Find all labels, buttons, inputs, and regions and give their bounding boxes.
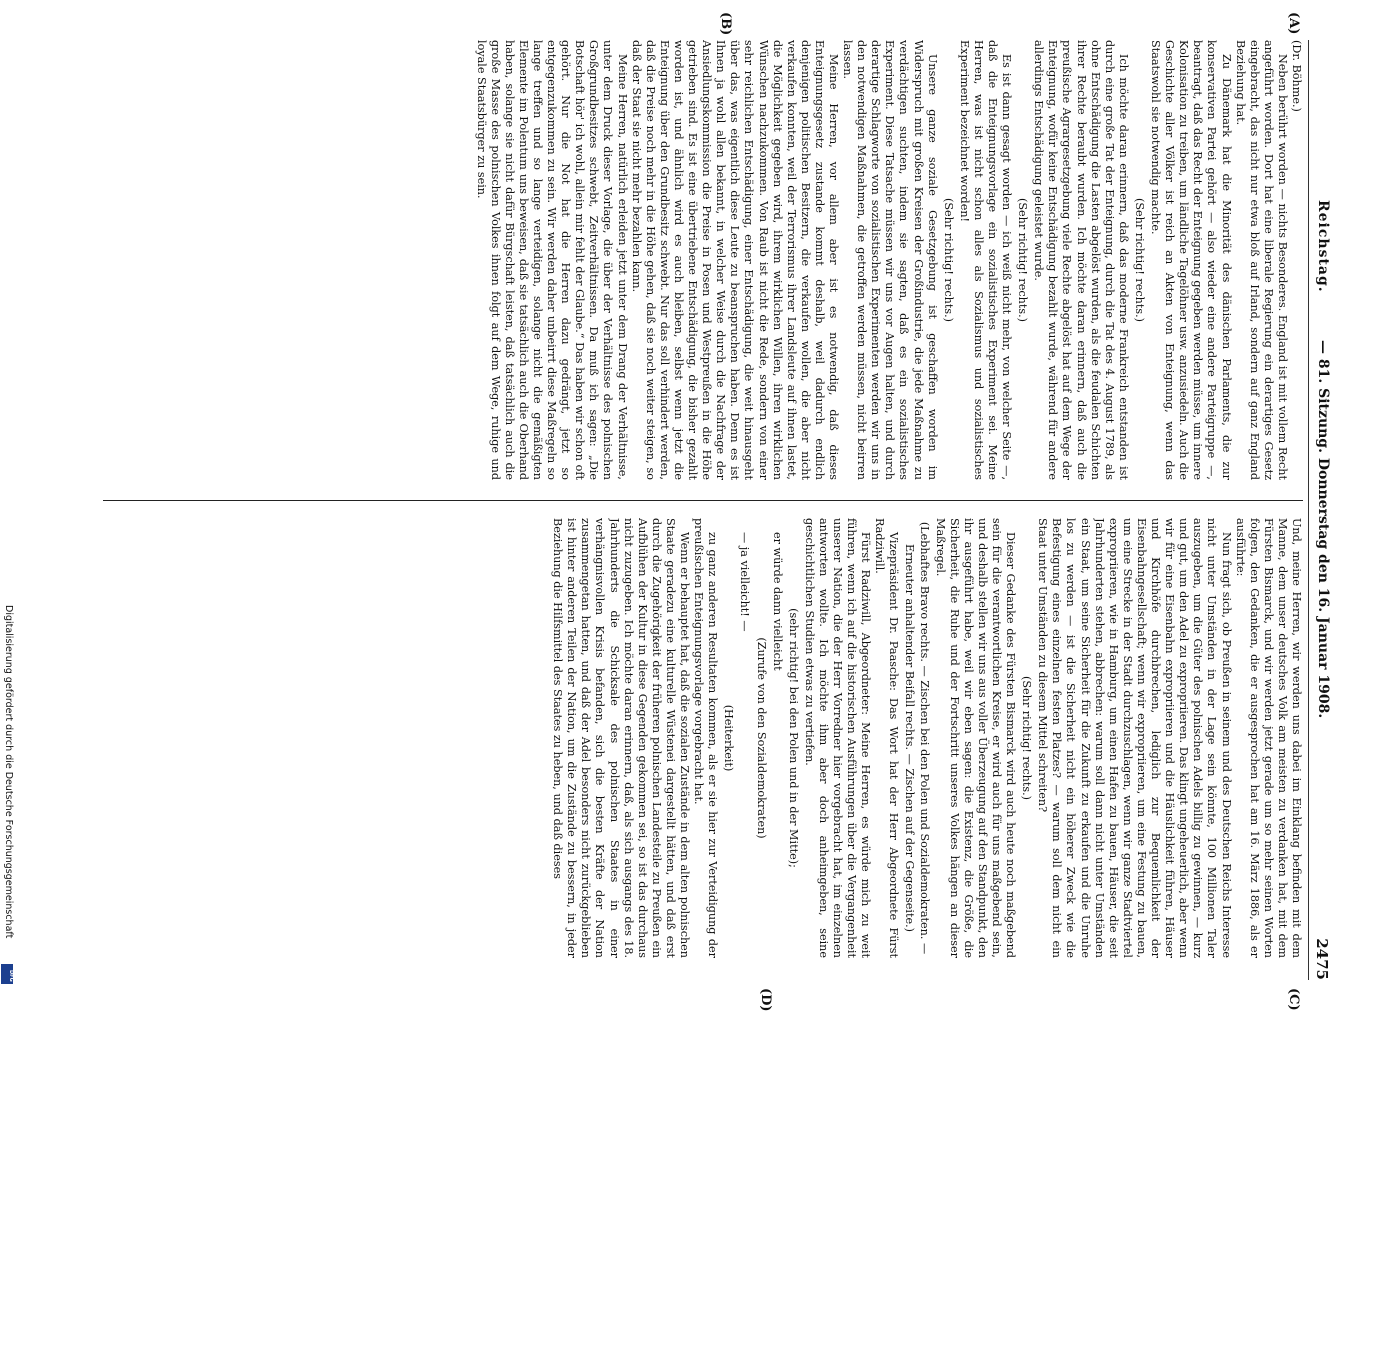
paragraph: Unsere ganze soziale Gesetzgebung ist geschaffen worden im Widerspruch mit großen Kreisen der Großindustrie, die jede Maßnahme zu verdächtigen suchten, indem sie sagten, daß es ein sozialistisches Experiment. Diese Tatsache müssen wir uns vor Augen halten, und durch derartige Schlagworte von sozialistischen Experimenten werden wir uns in den notwendigen Maßnahmen, die getroffen werden müssen, nicht beirren lassen. — [841, 40, 939, 480]
paragraph: (Sehr richtig! rechts.) — [941, 197, 955, 323]
paragraph: Es ist dann gesagt worden — ich weiß nicht mehr, von welcher Seite —, daß die Enteignungsvorlage ein sozialistisches Experiment sei. Meine Herren, was ist nicht schon alles als Sozialismus und sozialistisches Experiment bezeichnet worden! — [957, 40, 1014, 480]
paragraph: Dieser Gedanke des Fürsten Bismarck wird auch heute noch maßgebend sein für die verantwortlichen Kreise, er wird auch für uns maßgebend sein, und deshalb stellen wir uns aus voller Überzeugung auf den Standpunkt, den ihr ausgeführt habe, weil wir eben sagen: die Existenz, die Größe, die Sicherheit, die Ruhe und der Fortschritt unseres Volkes hängen an dieser Maßregel. — [933, 518, 1018, 958]
column-divider — [103, 500, 1303, 501]
paragraph: (Heiterkeit) — [722, 704, 736, 772]
paragraph: Und, meine Herren, wir werden uns dabei im Einklang befinden mit dem Manne, dem unser deutsches Volk am meisten zu verdanken hat, mit dem Fürsten Bismarck, und wir werden jetzt gerade um so mehr seinen Worten folgen, den Gedanken, die er ausgesprochen hat am 16. März 1886, als er ausführte: — [1233, 518, 1303, 958]
paragraph: (Sehr richtig! rechts.) — [1132, 197, 1146, 323]
header-session: — 81. Sitzung. Donnerstag den 16. Januar 1908. — [1315, 340, 1331, 719]
paragraph: Meine Herren, vor allem aber ist es notwendig, daß dieses Enteignungsgesetz zustande kommt deshalb, weil dadurch endlich denjenigen politischen Besitzern, die verkaufen wollen, die aber nicht verkaufen konnten, weil der Terrorismus ihrer Landsleute auf ihnen lastet, die Möglichkeit gegeben wird, ihrem wirklichen Willen, ihren wirklichen Wünschen nachzukommen. Von Raub ist nicht die Rede, sondern von einer sehr reichlichen Entschädigung, einer Entschädigung, die weit hinausgeht über das, was eigentlich diese Leute zu beanspruchen haben. Denn es ist Ihnen ja wohl allen bekannt, in welcher Weise durch die Nachfrage der Ansiedlungskommission die Preise in Posen und Westpreußen in die Höhe getrieben sind. Es ist eine übertriebene Entschädigung, die bisher gezahlt worden ist, und ähnlich wird es auch bleiben, selbst wenn jetzt die Enteignung über den Grundbesitz schwebt. Nur das soll verhindert werden, daß die Preise noch mehr in die Höhe gehen, daß sie noch weiter steigen, so daß der Staat sie nicht mehr bezahlen kann. — [629, 40, 840, 480]
paragraph: Zu Dänemark hat die Minorität des dänischen Parlaments, die zur konservativen Partei gehört — also wieder eine andere Parteigruppe —, beantragt, daß das Recht der Enteignung gegeben werden müsse, um innere Kolonisation zu treiben, um ländliche Tagelöhner usw. anzusiedeln. Auch die Geschichte aller Völker ist reich an Akten von Enteignung, wenn das Staatswohl sie notwendig machte. — [1149, 40, 1233, 480]
margin-marker-b: (B) — [718, 12, 733, 36]
paragraph: (Dr. Böhme.) — [1290, 40, 1303, 112]
margin-marker-c: (C) — [1286, 988, 1301, 1011]
paragraph: zu ganz anderen Resultaten kommen, als er sie hier zur Verteidigung der preußischen Enteignungsvorlage vorgebracht hat. — [692, 518, 720, 958]
paragraph: Neben berührt worden — nichts Besonderes. England ist mit vollem Recht angeführt worden. Dort hat eine liberale Regierung ein derartiges Gesetz eingebracht, das nicht nur etwa bloß auf Irland, sondern auf ganz England Beziehung hat. — [1233, 40, 1289, 480]
page-header — [1308, 40, 1333, 980]
margin-marker-a: (A) — [1286, 12, 1301, 35]
left-column — [98, 40, 1303, 480]
paragraph: Ich möchte daran erinnern, daß das moderne Frankreich entstanden ist durch eine große Tat der Enteignung, durch die Tat des 4. August 1789, als ohne Entschädigung die Lasten abgelöst wurden, als die feudalen Schichten ihrer Rechte beraubt wurden. Ich möchte daran erinnern, daß auch die preußische Agrargesetzgebung viele Rechte abgelöst hat auf dem Wege der Enteignung, wofür keine Entschädigung bezahlt wurde, während für andere allerdings Entschädigung geleistet wurde. — [1032, 40, 1130, 480]
paragraph: (Sehr richtig! rechts.) — [1016, 197, 1030, 323]
paragraph: (sehr richtig! bei den Polen und in der Mitte); — [786, 608, 800, 868]
paragraph: Nun fragt sich, ob Preußen in seinem und des Deutschen Reichs Interesse nicht unter Umständen in der Lage sein könnte, 100 Millionen Taler auszugeben, um die Güter des polnischen Adels billig zu gewinnen, — kurz und gut, um den Adel zu expropriieren. Das klingt ungeheuerlich, aber wenn wir für eine Eisenbahn expropriieren und die Häuslichkeit führen, Häuser und Kirchhöfe durchbrechen, lediglich zur Bequemlichkeit der Eisenbahngesellschaft; wenn wir expropriieren, um eine Festung zu bauen, um eine Strecke in der Stadt durchzuschlagen, wenn wir ganze Stadtviertel expropriieren, wie in Hamburg, um einen Hafen zu bauen, Häuser, die seit Jahrhunderten stehen, abbrechen: warum soll dann nicht unter Umständen ein Staat, um seine Sicherheit für die Zukunft zu erkaufen und die Unruhe los zu werden — ist die Sicherheit nicht ein höherer Zweck wie die Befestigung eines einzelnen festen Platzes? — warum soll dem nicht ein Staat unter Umständen zu diesem Mittel schreiten? — [1036, 518, 1233, 958]
margin-marker-d: (D) — [758, 988, 773, 1012]
paragraph: Wenn er behauptet hat, daß die sozialen Zustände in dem alten polnischen Staate geradezu eine kulturelle Wüstenei dargestellt hätten, und daß erst durch die Zugehörigkeit der früheren polnischen Landesteile zu Preußen ein Aufblühen der Kultur in diese Gegenden gekommen sei, so ist das durchaus nicht zuzugeben. Ich möchte daran erinnern, daß, als sich ausgangs des 18. Jahrhunderts die Schicksale des polnischen Staates in einer verhängnisvollen Krisis befanden, sich die besten Kräfte der Nation zusammengetan hatten, und daß der Adel besonders nicht zurückgeblieben ist hinter anderen Teilen der Nation, um die Zustände zu bessern, in jeder Beziehung die Hilfsmittel des Staates zu heben, und daß dieses — [551, 518, 692, 958]
credit-text: Digitalisierung gefördert durch die Deutsche Forschungsgemeinschaft — [3, 605, 14, 939]
paragraph: (Lebhaftes Bravo rechts. — Zischen bei den Polen und Sozialdemokraten. — Erneuter anhaltender Beifall rechts. — Zischen auf der Gegenseite.) — [903, 521, 931, 955]
header-title: Reichstag. — [1315, 200, 1331, 293]
paragraph: Vizepräsident Dr. Paasche: Das Wort hat der Herr Abgeordnete Fürst Radziwill. — [873, 518, 901, 958]
paragraph: er würde dann vielleicht — [770, 532, 784, 671]
paragraph: (Sehr richtig! rechts.) — [1020, 675, 1034, 801]
right-column — [98, 518, 1303, 958]
paragraph: Meine Herren, natürlich erleiden jetzt unter dem Drang der Verhältnisse, unter dem Druck dieser Vorlage, die über der Verhältnisse des polnischen Großgrundbesitzes schwebt, Zeitverhältnissen. Da muß ich sagen: „Die Botschaft hör' ich wohl, allein mir fehlt der Glaube.“ Das haben wir schon oft gehört. Nur die Not hat die Herren dazu gedrängt, jetzt so entgegenzukommen zu sein. Wir werden daher unbeirrt diese Maßregeln so lange treffen und so lange verteidigen, solange nicht die gemäßigten Elemente im Polentum uns beweisen, daß sie tatsächlich auch die Oberhand haben, solange sie nicht dafür Bürgschaft leisten, daß tatsächlich auch die große Masse des polnischen Volkes ihnen folgt auf dem Wege, ruhige und loyale Staatsbürger zu sein. — [474, 40, 629, 480]
dfg-logo-text: DFG — [8, 970, 14, 982]
page-number: 2475 — [1313, 938, 1331, 980]
paragraph: Fürst Radziwill, Abgeordneter: Meine Herren, es würde mich zu weit führen, wenn ich auf die historischen Ausführungen über die Vergangenheit unserer Nation, die der Herr Vorredner hier vorgebracht hat, im einzelnen antworten wollte. Ich möchte ihm aber doch anheimgeben, seine geschichtlichen Studien etwas zu vertiefen. — [802, 518, 873, 958]
paragraph: — ja vielleicht! — — [738, 532, 752, 632]
paragraph: (Zurufe von den Sozialdemokraten) — [754, 637, 768, 839]
document-sheet — [73, 12, 1333, 1012]
